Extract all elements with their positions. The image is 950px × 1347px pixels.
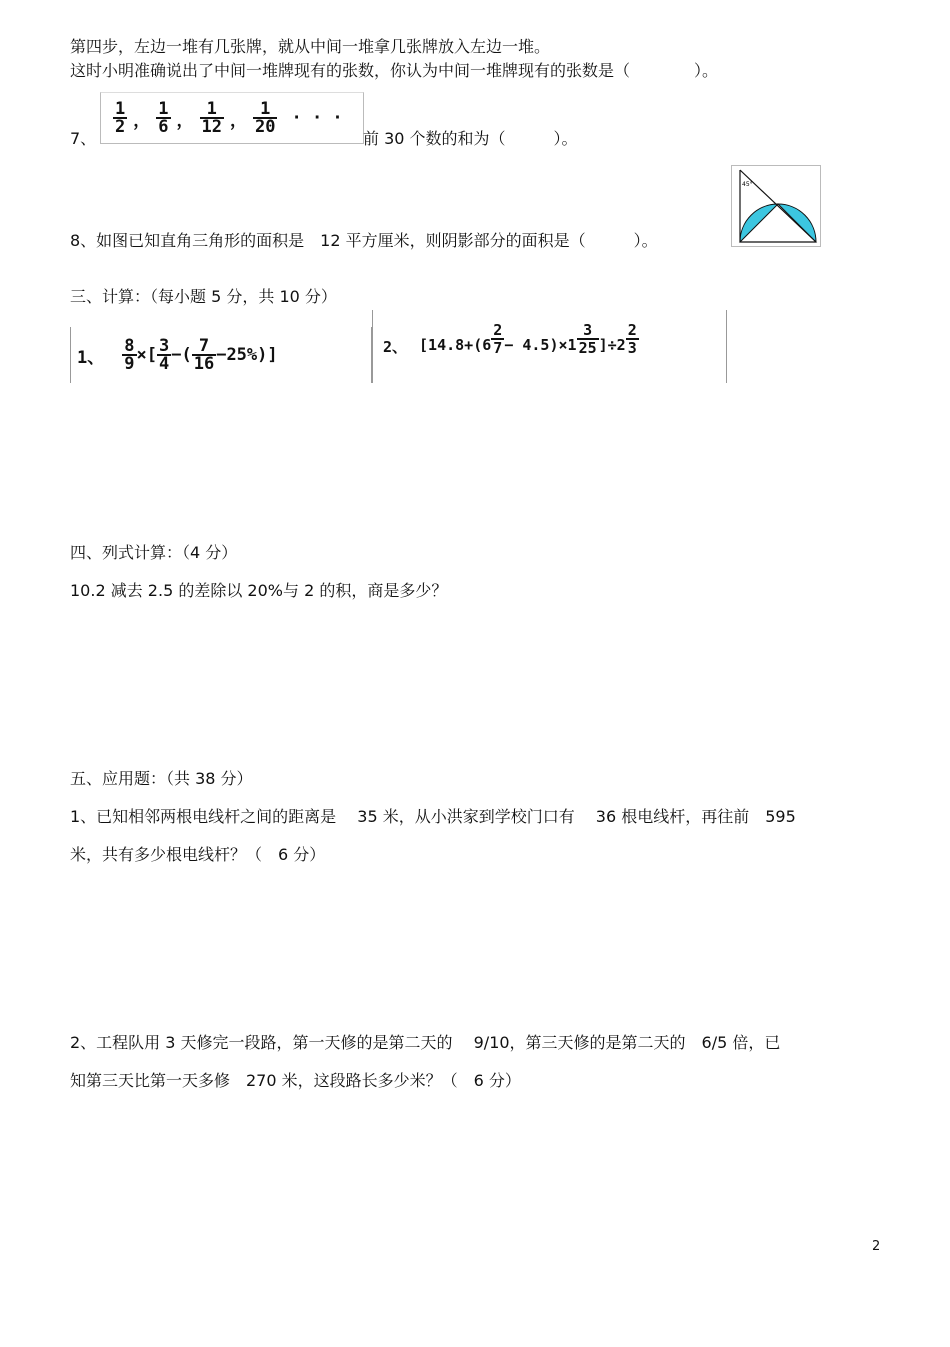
problem1-line2: 米，共有多少根电线杆？（ 6 分） xyxy=(70,845,326,864)
section4-heading: 四、列式计算：（4 分） xyxy=(70,543,238,562)
page-number: 2 xyxy=(872,1239,881,1254)
problem1-line1: 1、已知相邻两根电线杆之间的距离是 35 米，从小洪家到学校门口有 36 根电线杆，再往前 595 xyxy=(70,807,796,826)
triangle-figure xyxy=(731,165,821,247)
seq-fraction: $\frac{1}{2}$ xyxy=(115,99,126,137)
semicircle-triangle-diagram xyxy=(732,166,820,246)
calc1-op: ×[ xyxy=(136,345,157,365)
calc1-tail: −25%)] xyxy=(216,345,278,365)
problem2-line1: 2、工程队用 3 天修完一段路，第一天修的是第二天的 9/10，第三天修的是第二天的 6/5 倍，已 xyxy=(70,1033,781,1052)
calc1-expression xyxy=(71,327,371,383)
calc2-fraction: $\frac{2}{7}$ xyxy=(493,321,503,357)
q7-tail: 前 30 个数的和为（ ）。 xyxy=(363,129,578,148)
seq-separator: ， xyxy=(176,110,194,131)
q7-number: 7、 xyxy=(70,129,97,148)
fraction-sequence xyxy=(101,93,363,143)
section3-heading: 三、计算：（每小题 5 分，共 10 分） xyxy=(70,287,337,306)
calc2-mid: − 4.5)×1 xyxy=(504,336,577,354)
calc2-head: [14.8+(6 xyxy=(419,336,492,354)
step4-text: 第四步，左边一堆有几张牌，就从中间一堆拿几张牌放入左边一堆。 xyxy=(70,37,551,56)
seq-ellipsis: · · · xyxy=(291,108,343,128)
problem2-line2: 知第三天比第一天多修 270 米，这段路长多少米？（ 6 分） xyxy=(70,1071,521,1090)
angle-label: 45° xyxy=(742,181,753,188)
section5-heading: 五、应用题：（共 38 分） xyxy=(70,769,253,788)
calc2-fraction: $\frac{2}{3}$ xyxy=(627,321,637,357)
calc2-label: 2、 xyxy=(383,338,408,356)
calc1-label: 1、 xyxy=(77,347,105,368)
calc2-expression xyxy=(373,310,726,397)
seq-separator: ， xyxy=(133,110,151,131)
calc2-image xyxy=(372,310,727,383)
calc1-image xyxy=(70,327,372,383)
calc1-fraction: $\frac{7}{16}$ xyxy=(193,336,215,374)
seq-separator: ， xyxy=(229,110,247,131)
sequence-image xyxy=(100,92,364,144)
calc2-fraction: $\frac{3}{25}$ xyxy=(578,321,597,357)
calc1-fraction: $\frac{3}{4}$ xyxy=(158,336,170,374)
q8-text: 8、如图已知直角三角形的面积是 12 平方厘米，则阴影部分的面积是（ ）。 xyxy=(70,231,658,250)
calc1-op: −( xyxy=(171,345,192,365)
seq-fraction: $\frac{1}{6}$ xyxy=(158,99,169,137)
q6-answer-line: 这时小明准确说出了中间一堆牌现有的张数，你认为中间一堆牌现有的张数是（ ）。 xyxy=(70,61,719,80)
section4-question: 10.2 减去 2.5 的差除以 20%与 2 的积，商是多少？ xyxy=(70,581,448,600)
calc1-fraction: $\frac{8}{9}$ xyxy=(124,336,135,374)
seq-fraction: $\frac{1}{12}$ xyxy=(201,99,222,137)
calc2-div: ]÷2 xyxy=(598,336,626,354)
seq-fraction: $\frac{1}{20}$ xyxy=(254,99,276,137)
